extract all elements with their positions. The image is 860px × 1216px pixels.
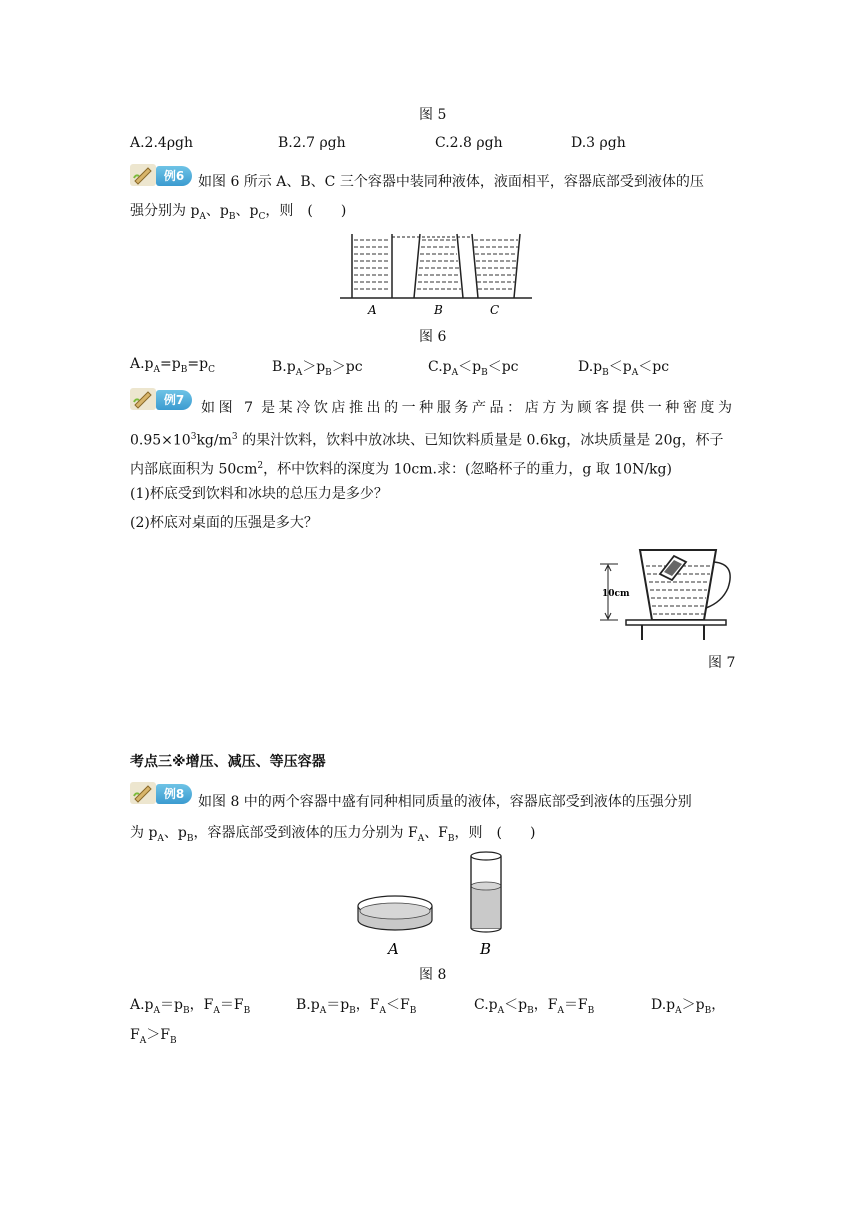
figure-8-containers [350,848,510,960]
q8-option-a: $A.p_A=p_B$，$F_A=F_B$ [130,997,251,1016]
pencil-icon [130,388,156,410]
figure-5-caption: 图 5 [419,107,447,123]
figure-6-caption: 图 6 [419,329,447,345]
pencil-icon [130,782,156,804]
pencil-icon [130,164,156,186]
q6-option-a: $A.p_A=p_B=p_C$ [130,356,215,375]
q8-option-d: $D.p_A>p_B$， [651,997,726,1016]
q6-option-d: $D.p_B<p_A<pc$ [578,359,670,378]
container-b [414,234,463,298]
figure-7-cup [598,544,734,642]
container-c [472,234,520,298]
example-7-text-line3: 内部底面积为 $50cm^2$，杯中饮料的深度为 10cm.求：(忽略杯子的重力，g 取 10N/kg) [130,461,672,478]
section-3-heading: 考点三※增压、减压、等压容器 [130,754,326,770]
figure-6-label-b: B [434,303,443,317]
example-7-question-1: (1)杯底受到饮料和冰块的总压力是多少？ [130,486,388,502]
container-a [358,896,432,930]
q8-option-b: $B.p_A=p_B$，$F_A<F_B$ [296,997,417,1016]
figure-7-depth-label: 10cm [602,589,630,599]
example-6-text-line2: 强分别为 $p_A$、$p_B$、$p_C$，则 ( ) [130,203,347,222]
q5-option-c: C.2.8 ρgh [435,135,503,151]
q5-option-d: D.3 ρgh [571,135,626,151]
example-6-badge: 例6 [130,164,194,188]
example-8-badge: 例8 [130,782,194,806]
q8-option-d-continued: $F_A>F_B$ [130,1027,177,1046]
example-7-text-line1: 如图 7 是某冷饮店推出的一种服务产品：店方为顾客提供一种密度为 [201,400,732,416]
q8-option-c: $C.p_A<p_B$，$F_A=F_B$ [474,997,595,1016]
example-8-text-line2: 为 $p_A$、$p_B$，容器底部受到液体的压力分别为 $F_A$、$F_B$，则 ( ) [130,825,536,844]
example-8-text-line1: 如图 8 中的两个容器中盛有同种相同质量的液体，容器底部受到液体的压强分别 [198,794,692,810]
example-7-question-2: (2)杯底对桌面的压强是多大？ [130,515,318,531]
container-a [352,234,392,298]
container-b [471,852,501,932]
example-6-text-line1: 如图 6 所示 A、B、C 三个容器中装同种液体，液面相平，容器底部受到液体的压 [198,174,704,190]
figure-6-containers [336,226,536,320]
example-7-badge: 例7 [130,388,194,412]
q6-option-b: $B.p_A>p_B>pc$ [272,359,363,378]
figure-6-label-a: A [368,303,377,317]
figure-8-label-b: B [480,940,492,958]
figure-8-caption: 图 8 [419,967,447,983]
q5-option-a: A.2.4ρgh [130,135,194,151]
q6-option-c: $C.p_A<p_B<pc$ [428,359,519,378]
figure-8-label-a: A [388,940,399,958]
example-7-text-line2: $0.95\times 10^3kg/m^3$ 的果汁饮料，饮料中放冰块、已知饮料质量是 0.6kg，冰块质量是 20g，杯子 [130,432,724,449]
figure-6-label-c: C [490,303,500,317]
figure-7-caption: 图 7 [708,655,736,671]
q5-option-b: B.2.7 ρgh [278,135,346,151]
